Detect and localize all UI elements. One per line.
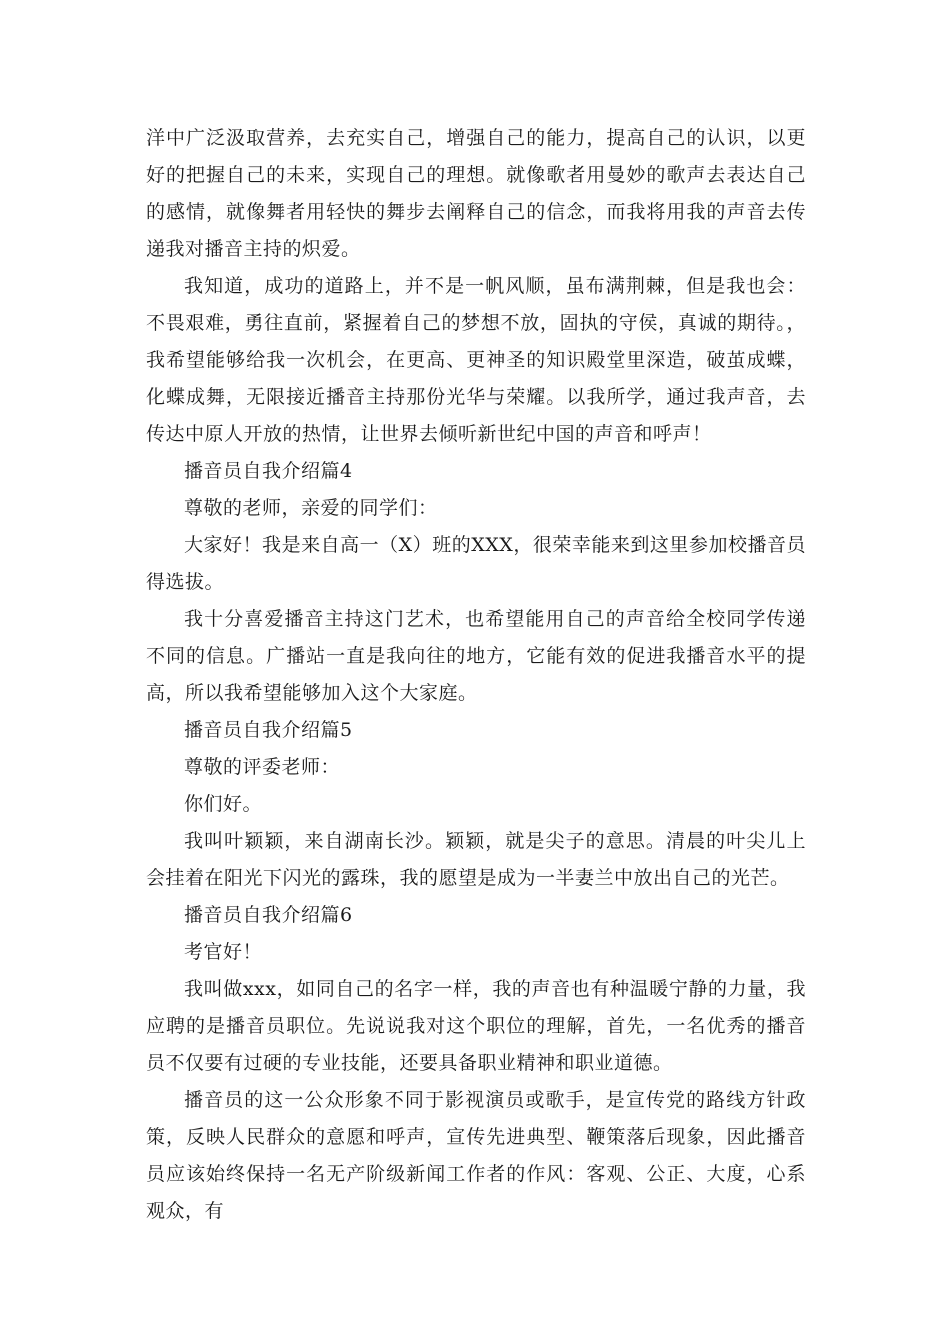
paragraph-continued: 洋中广泛汲取营养，去充实自己，增强自己的能力，提高自己的认识，以更好的把握自己的未来，实现自己的理想。就像歌者用曼妙的歌声去表达自己的感情，就像舞者用轻快的舞步去阐释自己的信念，而我将用我的声音去传递我对播音主持的炽爱。: [146, 127, 806, 260]
paragraph: 大家好！我是来自高一（X）班的XXX，很荣幸能来到这里参加校播音员得选拔。: [146, 534, 806, 593]
section-heading-4: 播音员自我介绍篇4: [184, 460, 353, 482]
greeting: 你们好。: [184, 793, 263, 815]
greeting: 考官好！: [184, 941, 263, 963]
paragraph: 播音员的这一公众形象不同于影视演员或歌手，是宣传党的路线方针政策，反映人民群众的意愿和呼声，宣传先进典型、鞭策落后现象，因此播音员应该始终保持一名无产阶级新闻工作者的作风：客观、公正、大度，心系观众，有: [146, 1089, 806, 1222]
paragraph: 我十分喜爱播音主持这门艺术，也希望能用自己的声音给全校同学传递不同的信息。广播站一直是我向往的地方，它能有效的促进我播音水平的提高，所以我希望能够加入这个大家庭。: [146, 608, 806, 704]
document-body: [146, 120, 806, 1230]
section-heading-5: 播音员自我介绍篇5: [184, 719, 353, 741]
section-heading-6: 播音员自我介绍篇6: [184, 904, 353, 926]
greeting: 尊敬的老师，亲爱的同学们：: [184, 497, 438, 519]
greeting: 尊敬的评委老师：: [184, 756, 341, 778]
paragraph: 我叫叶颖颖，来自湖南长沙。颖颖，就是尖子的意思。清晨的叶尖儿上会挂着在阳光下闪光的露珠，我的愿望是成为一半妻兰中放出自己的光芒。: [146, 830, 806, 889]
paragraph: 我知道，成功的道路上，并不是一帆风顺，虽布满荆棘，但是我也会：不畏艰难，勇往直前，紧握着自己的梦想不放，固执的守侯，真诚的期待。，我希望能够给我一次机会，在更高、更神圣的知识殿堂里深造，破茧成蝶，化蝶成舞，无限接近播音主持那份光华与荣耀。以我所学，通过我声音，去传达中原人开放的热情，让世界去倾听新世纪中国的声音和呼声！: [146, 275, 806, 445]
paragraph: 我叫做xxx，如同自己的名字一样，我的声音也有种温暖宁静的力量，我应聘的是播音员职位。先说说我对这个职位的理解，首先，一名优秀的播音员不仅要有过硬的专业技能，还要具备职业精神和职业道德。: [146, 978, 806, 1074]
